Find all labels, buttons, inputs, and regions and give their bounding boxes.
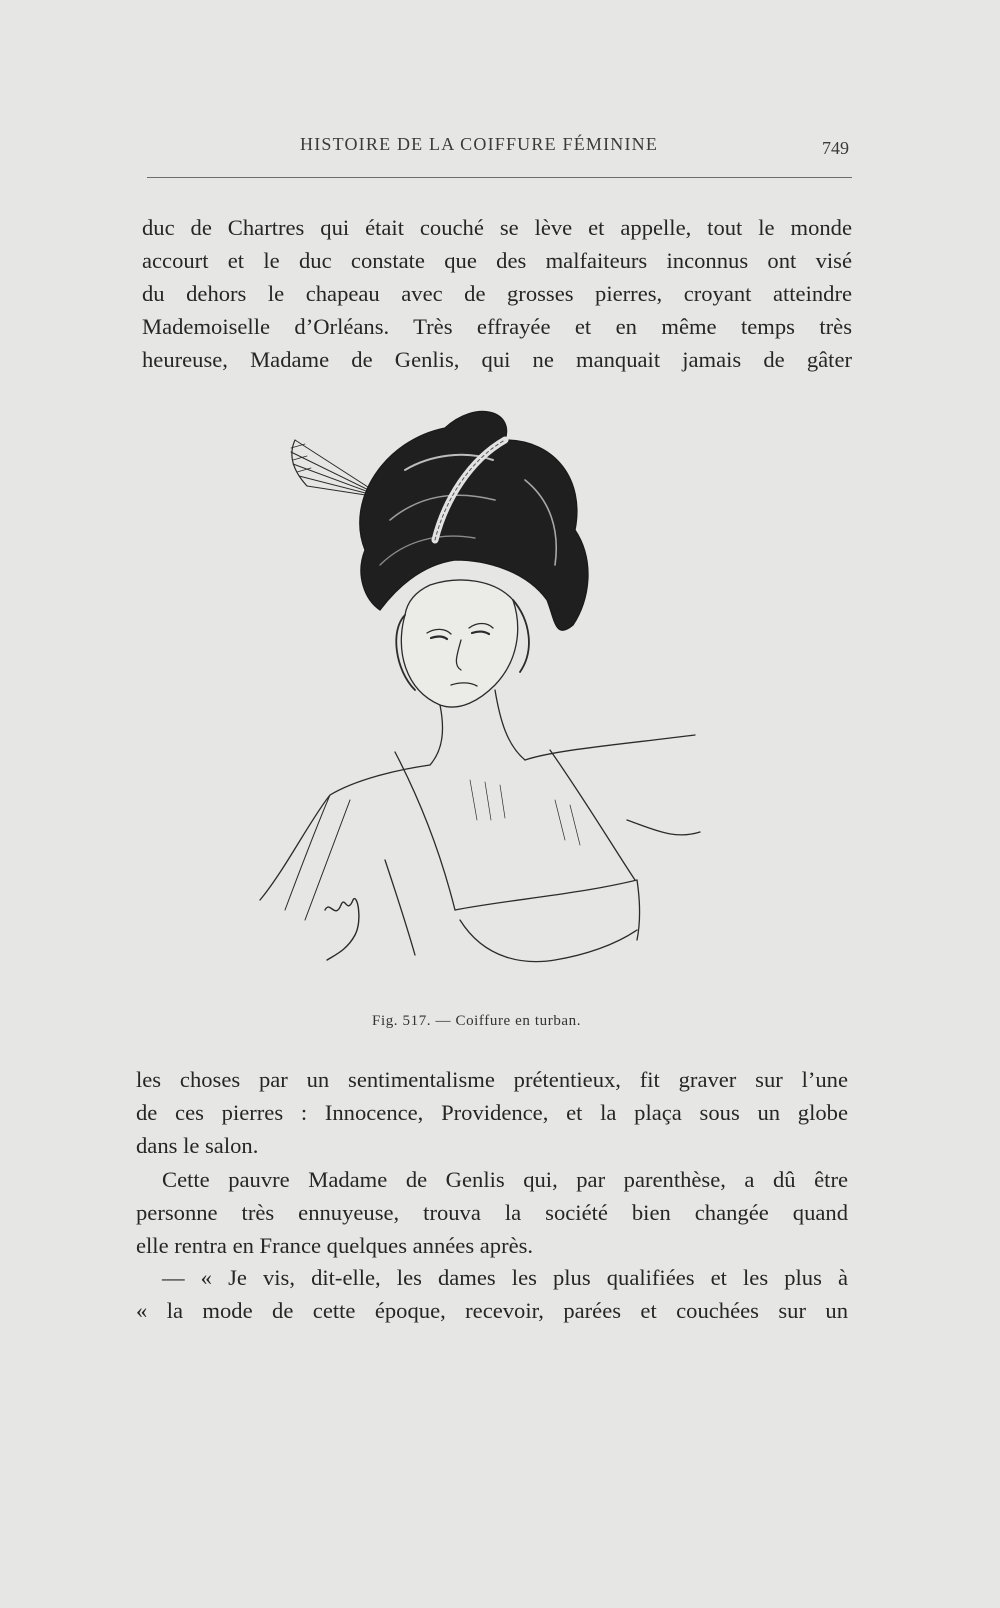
turban-hairstyle-illustration bbox=[255, 400, 735, 1000]
page-number: 749 bbox=[822, 138, 849, 158]
text-line: duc de Chartres qui était couché se lève et appelle, tout le monde bbox=[142, 215, 852, 240]
paragraph-3 bbox=[136, 1163, 848, 1262]
paragraph-1 bbox=[142, 211, 852, 376]
figure-caption: Fig. 517. — Coiffure en turban. bbox=[372, 1013, 582, 1029]
text-line: « la mode de cette époque, recevoir, parées et couchées sur un bbox=[136, 1298, 848, 1323]
text-line: personne très ennuyeuse, trouva la société bien changée quand bbox=[136, 1200, 848, 1225]
paragraph-4 bbox=[136, 1261, 848, 1327]
text-line: de ces pierres : Innocence, Providence, et la plaça sous un globe bbox=[136, 1100, 848, 1125]
paragraph-2 bbox=[136, 1063, 848, 1162]
text-line: du dehors le chapeau avec de grosses pierres, croyant atteindre bbox=[142, 281, 852, 306]
text-line: heureuse, Madame de Genlis, qui ne manquait jamais de gâter bbox=[142, 347, 852, 372]
text-line: dans le salon. bbox=[136, 1133, 259, 1158]
text-line: accourt et le duc constate que des malfaiteurs inconnus ont visé bbox=[142, 248, 852, 273]
text-line: — « Je vis, dit-elle, les dames les plus qualifiées et les plus à bbox=[162, 1265, 848, 1290]
header-rule bbox=[147, 177, 852, 178]
text-line: Cette pauvre Madame de Genlis qui, par parenthèse, a dû être bbox=[162, 1167, 848, 1192]
text-line: Mademoiselle d’Orléans. Très effrayée et en même temps très bbox=[142, 314, 852, 339]
running-title: HISTOIRE DE LA COIFFURE FÉMININE bbox=[300, 134, 659, 154]
text-line: les choses par un sentimentalisme prétentieux, fit graver sur l’une bbox=[136, 1067, 848, 1092]
text-line: elle rentra en France quelques années après. bbox=[136, 1233, 534, 1258]
